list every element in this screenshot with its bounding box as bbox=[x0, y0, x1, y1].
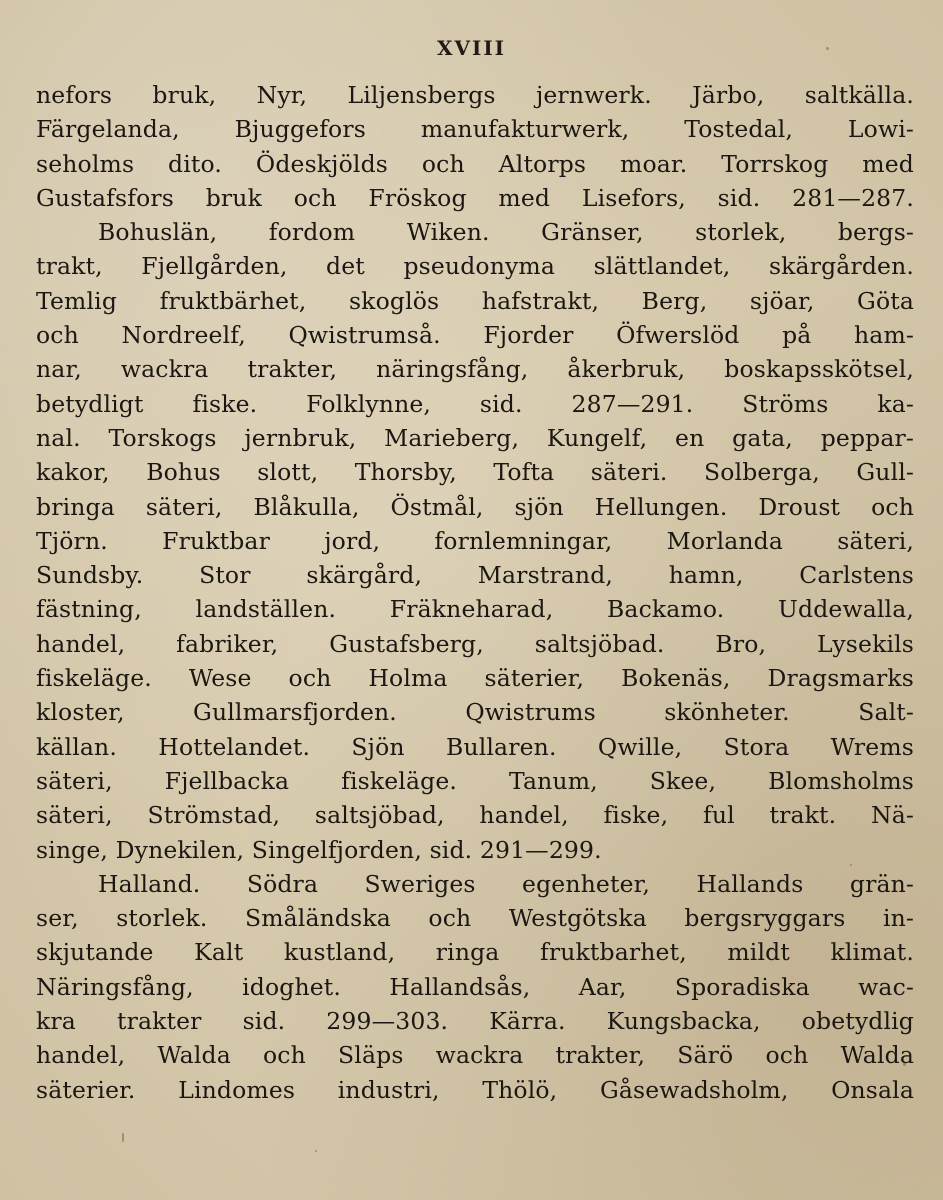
text-line: singe, Dynekilen, Singelfjorden, sid. 291—299. bbox=[36, 835, 602, 864]
text-line: kloster, Gullmarsfjorden. Qwistrums skönheter. Salt- bbox=[36, 698, 914, 727]
text-line: och Nordreelf, Qwistrumså. Fjorder Öfwerslöd på ham- bbox=[36, 321, 914, 350]
paper-speck bbox=[122, 1133, 124, 1142]
text-line: Näringsfång, idoghet. Hallandsås, Aar, Sporadiska wac- bbox=[36, 972, 914, 1001]
text-line: Bohuslän, fordom Wiken. Gränser, storlek, bergs- bbox=[98, 218, 914, 247]
text-line: skjutande Kalt kustland, ringa fruktbarhet, mildt klimat. bbox=[36, 938, 914, 967]
text-line: handel, Walda och Släps wackra trakter, Särö och Walda bbox=[36, 1041, 914, 1070]
text-line: Färgelanda, Bjuggefors manufakturwerk, Tostedal, Lowi- bbox=[36, 115, 914, 144]
text-line: Gustafsfors bruk och Fröskog med Lisefors, sid. 281—287. bbox=[36, 183, 914, 212]
text-line: bringa säteri, Blåkulla, Östmål, sjön Hellungen. Droust och bbox=[36, 492, 914, 521]
text-line: säteri, Strömstad, saltsjöbad, handel, fiske, ful trakt. Nä- bbox=[36, 801, 914, 830]
text-line: nar, wackra trakter, näringsfång, åkerbruk, boskapsskötsel, bbox=[36, 355, 914, 384]
text-line: Sundsby. Stor skärgård, Marstrand, hamn, Carlstens bbox=[36, 561, 914, 590]
text-line: nal. Torskogs jernbruk, Marieberg, Kungelf, en gata, peppar- bbox=[36, 423, 914, 452]
text-line: kakor, Bohus slott, Thorsby, Tofta säteri. Solberga, Gull- bbox=[36, 458, 914, 487]
text-line: nefors bruk, Nyr, Liljensbergs jernwerk. Järbo, saltkälla. bbox=[36, 81, 914, 109]
text-line: seholms dito. Ödeskjölds och Altorps moar. Torrskog med bbox=[36, 149, 914, 178]
paper-speck bbox=[850, 864, 852, 866]
body-text bbox=[36, 78, 914, 1107]
text-line: Tjörn. Fruktbar jord, fornlemningar, Morlanda säteri, bbox=[36, 526, 914, 555]
text-line: kra trakter sid. 299—303. Kärra. Kungsbacka, obetydlig bbox=[36, 1007, 914, 1036]
text-line: trakt, Fjellgården, det pseudonyma slättlandet, skärgården. bbox=[36, 252, 914, 281]
text-line: säterier. Lindomes industri, Thölö, Gåsewadsholm, Onsala bbox=[36, 1075, 914, 1104]
text-line: fiskeläge. Wese och Holma säterier, Bokenäs, Dragsmarks bbox=[36, 664, 914, 693]
text-line: säteri, Fjellbacka fiskeläge. Tanum, Skee, Blomsholms bbox=[36, 766, 914, 795]
text-line: Halland. Södra Sweriges egenheter, Hallands grän- bbox=[98, 869, 914, 898]
paper-speck bbox=[826, 47, 829, 50]
text-line: betydligt fiske. Folklynne, sid. 287—291. Ströms ka- bbox=[36, 389, 914, 418]
page-folio: XVIII bbox=[436, 36, 507, 60]
text-line: Temlig fruktbärhet, skoglös hafstrakt, Berg, sjöar, Göta bbox=[36, 286, 914, 315]
paper-speck bbox=[903, 1063, 906, 1066]
text-line: källan. Hottelandet. Sjön Bullaren. Qwille, Stora Wrems bbox=[36, 732, 914, 761]
paper-speck bbox=[315, 1150, 317, 1152]
text-line: ser, storlek. Småländska och Westgötska bergsryggars in- bbox=[36, 904, 914, 933]
text-line: fästning, landställen. Fräkneharad, Backamo. Uddewalla, bbox=[36, 595, 914, 624]
text-line: handel, fabriker, Gustafsberg, saltsjöbad. Bro, Lysekils bbox=[36, 629, 914, 658]
